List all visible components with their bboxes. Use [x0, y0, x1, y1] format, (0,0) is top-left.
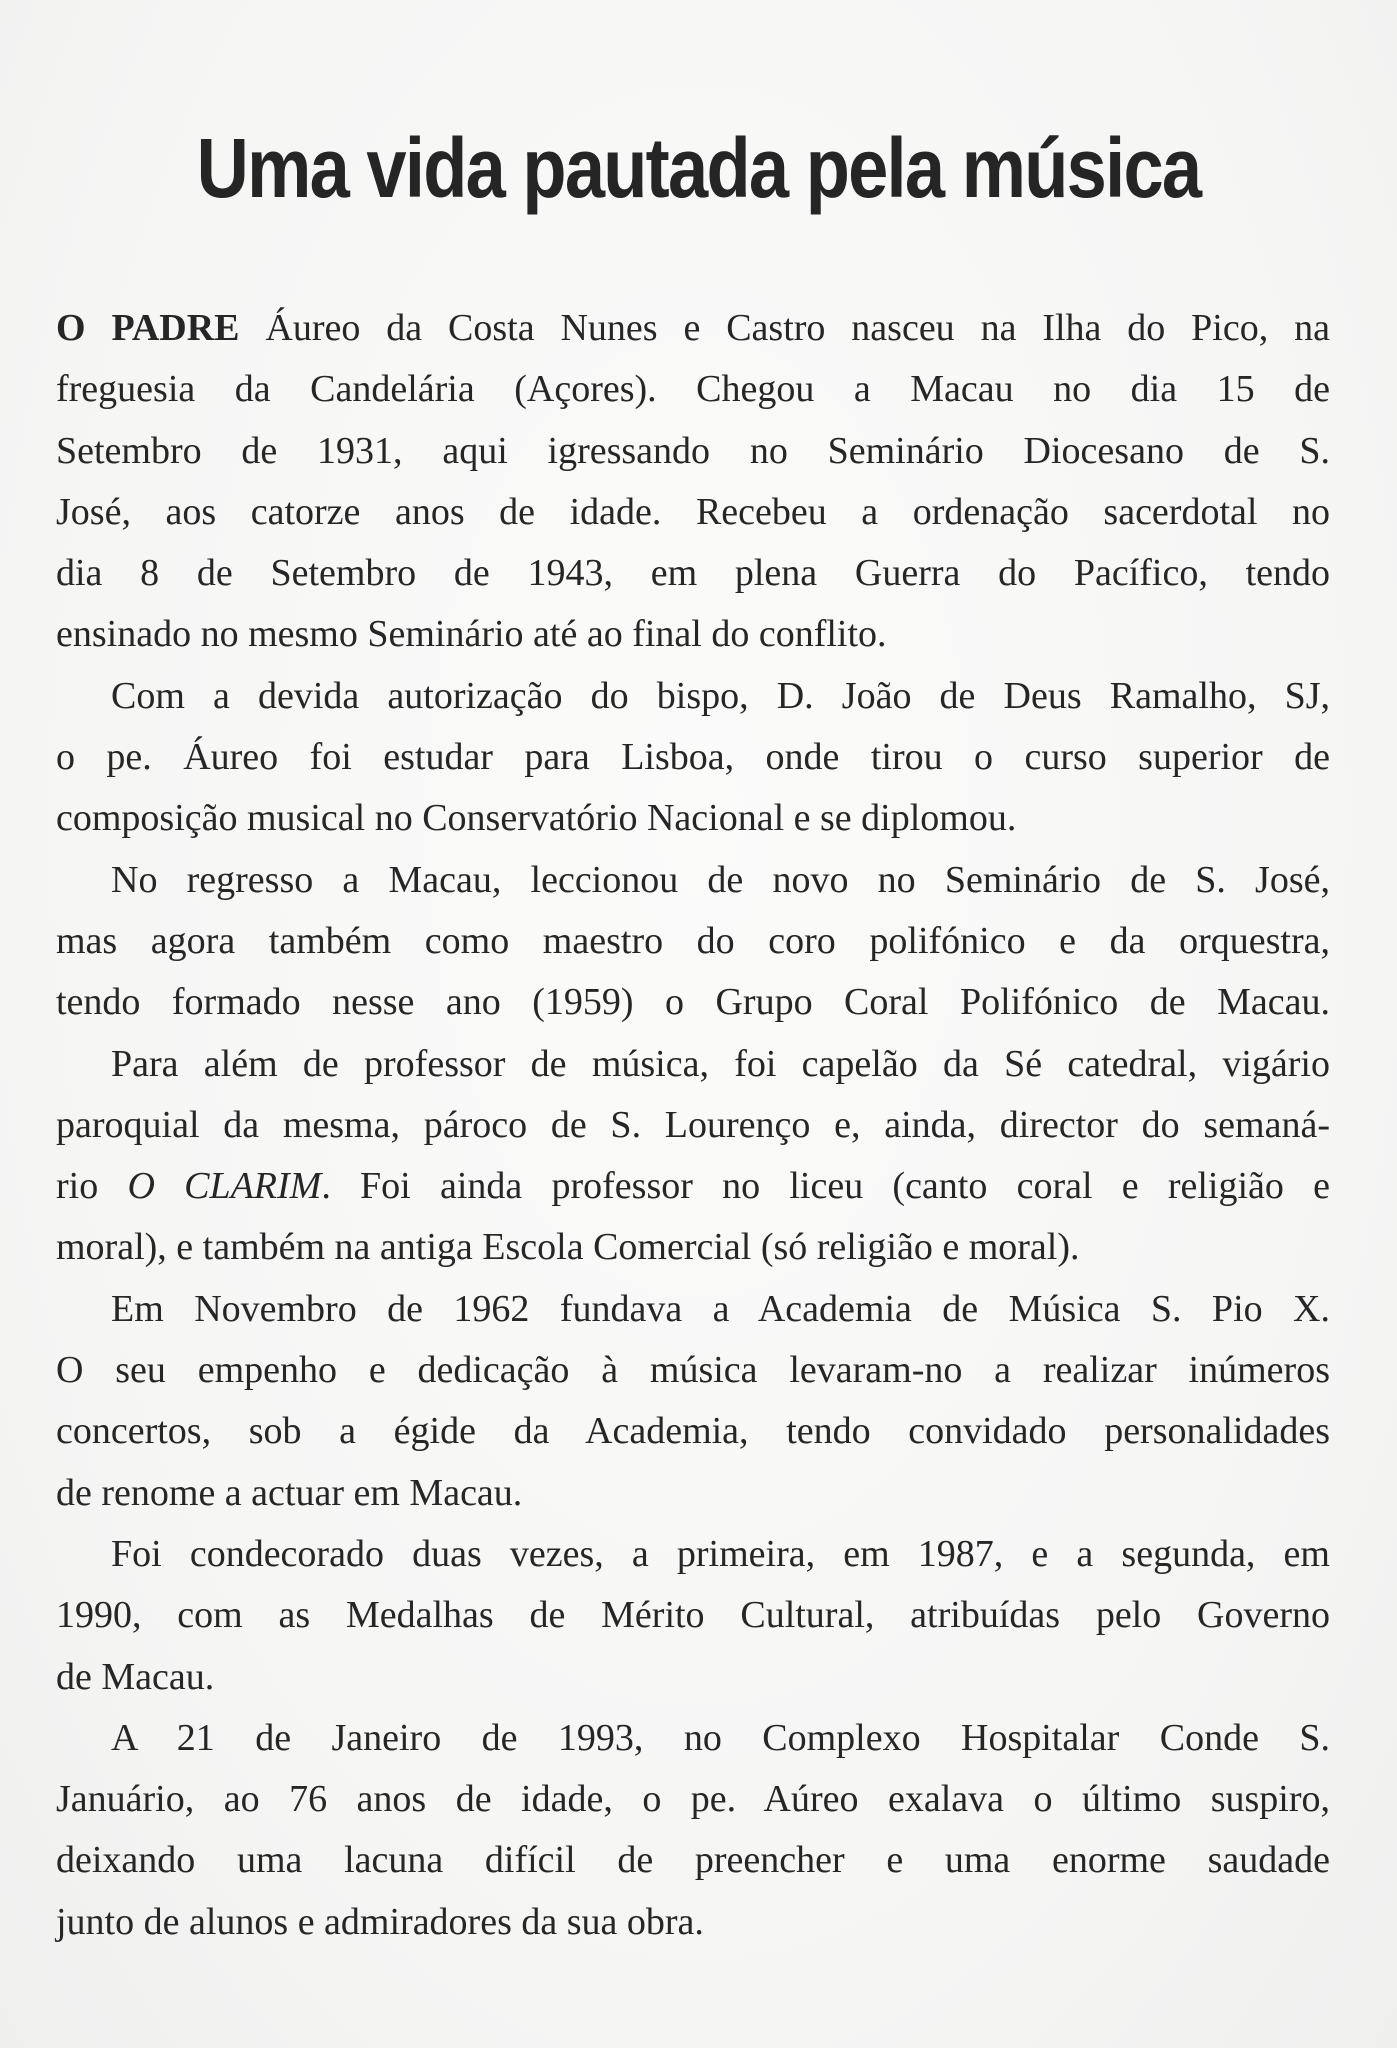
- text-line: rio O CLARIM. Foi ainda professor no liceu (canto coral e religião e: [56, 1165, 1330, 1208]
- text-line: moral), e também na antiga Escola Comercial (só religião e moral).: [56, 1226, 1080, 1269]
- text-line: Setembro de 1931, aqui igressando no Seminário Diocesano de S.: [56, 429, 1330, 472]
- text-line: José, aos catorze anos de idade. Recebeu a ordenação sacerdotal no: [56, 490, 1330, 533]
- text-line: dia 8 de Setembro de 1943, em plena Guerra do Pacífico, tendo: [56, 552, 1330, 595]
- text-line: de renome a actuar em Macau.: [56, 1471, 523, 1514]
- text-line: composição musical no Conservatório Nacional e se diplomou.: [56, 797, 1017, 840]
- text-line: A 21 de Janeiro de 1993, no Complexo Hospitalar Conde S.: [111, 1716, 1330, 1759]
- text-line: junto de alunos e admiradores da sua obra.: [56, 1900, 704, 1943]
- text-line: 1990, com as Medalhas de Mérito Cultural, atribuídas pelo Governo: [56, 1594, 1330, 1637]
- text-line: freguesia da Candelária (Açores). Chegou a Macau no dia 15 de: [56, 368, 1330, 411]
- text-line: o pe. Áureo foi estudar para Lisboa, onde tirou o curso superior de: [56, 736, 1330, 779]
- paragraph-4: [56, 1034, 1330, 1279]
- article-title: Uma vida pautada pela música: [196, 121, 1201, 215]
- paragraph-2: [56, 666, 1330, 850]
- text-line: concertos, sob a égide da Academia, tendo convidado personalidades: [56, 1410, 1330, 1453]
- text-line: Com a devida autorização do bispo, D. João de Deus Ramalho, SJ,: [111, 674, 1330, 717]
- paragraph-3: [56, 850, 1330, 1034]
- text-line: Para além de professor de música, foi capelão da Sé catedral, vigário: [111, 1042, 1330, 1085]
- text-line: No regresso a Macau, leccionou de novo no Seminário de S. José,: [111, 858, 1330, 901]
- paragraph-1: [56, 298, 1330, 666]
- lead-in: O PADRE: [56, 307, 240, 349]
- text-line: paroquial da mesma, pároco de S. Lourenço e, ainda, director do semaná-: [56, 1103, 1330, 1146]
- text-line: deixando uma lacuna difícil de preencher e uma enorme saudade: [56, 1839, 1330, 1882]
- text-line: O seu empenho e dedicação à música levaram-no a realizar inúmeros: [56, 1349, 1330, 1392]
- paragraph-5: [56, 1279, 1330, 1524]
- text-line: de Macau.: [56, 1655, 215, 1698]
- text-line: Em Novembro de 1962 fundava a Academia de Música S. Pio X.: [111, 1287, 1330, 1330]
- article-body: [56, 298, 1330, 1953]
- text-line: mas agora também como maestro do coro polifónico e da orquestra,: [56, 919, 1330, 962]
- paragraph-7: [56, 1708, 1330, 1953]
- text-line: ensinado no mesmo Seminário até ao final do conflito.: [56, 613, 887, 656]
- text-line: Foi condecorado duas vezes, a primeira, em 1987, e a segunda, em: [111, 1532, 1330, 1575]
- text-line: tendo formado nesse ano (1959) o Grupo Coral Polifónico de Macau.: [56, 981, 1330, 1024]
- newspaper-name: O CLARIM: [127, 1165, 322, 1208]
- text-line: Januário, ao 76 anos de idade, o pe. Aúreo exalava o último suspiro,: [56, 1778, 1330, 1821]
- paragraph-6: [56, 1524, 1330, 1708]
- text-line: O PADRE Áureo da Costa Nunes e Castro nasceu na Ilha do Pico, na: [56, 307, 1330, 349]
